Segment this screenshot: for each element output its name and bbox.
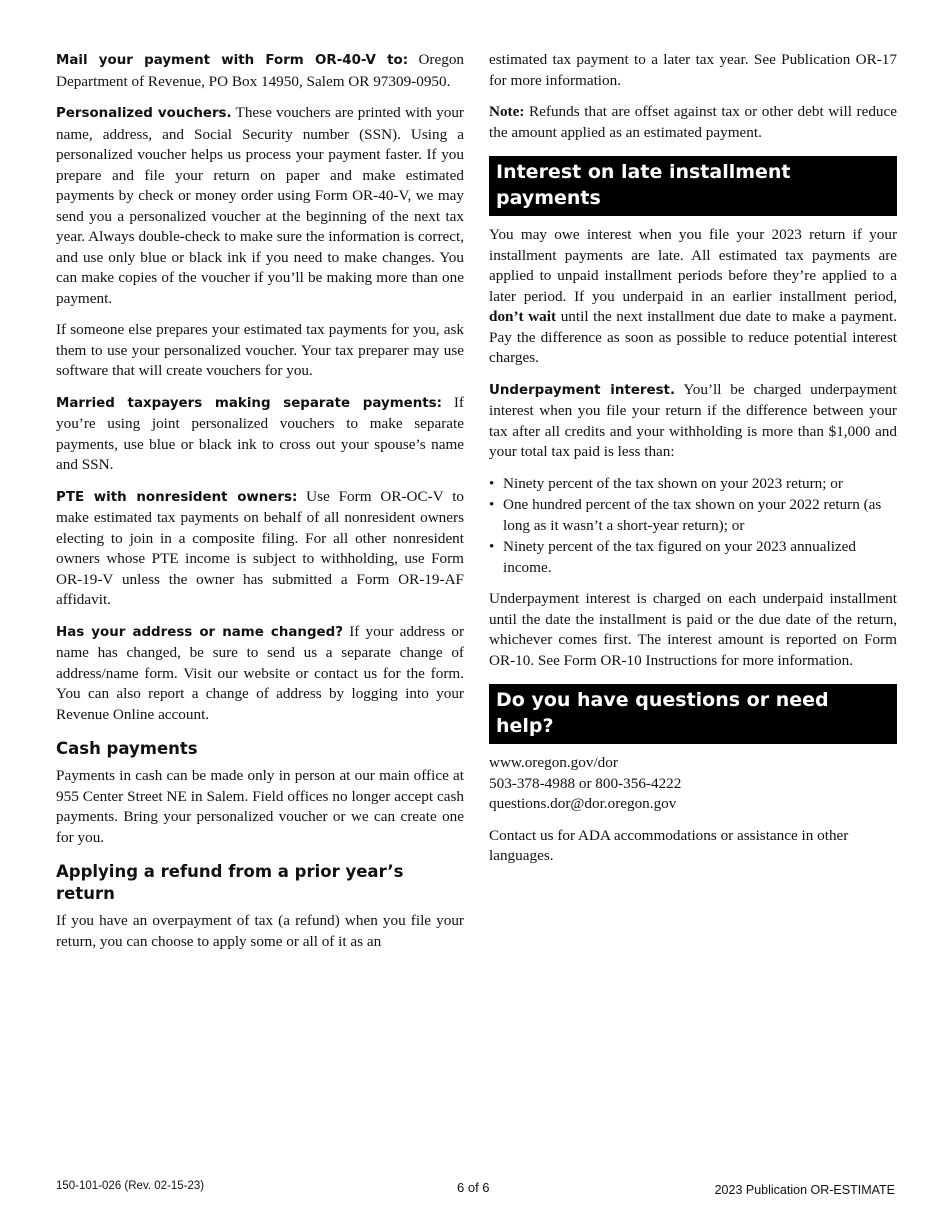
- cash-payments-heading: Cash payments: [56, 739, 198, 758]
- refund-continued-paragraph: estimated tax payment to a later tax year. See Publication OR-17 for more information.: [489, 51, 897, 89]
- ada-paragraph: Contact us for ADA accommodations or assistance in other languages.: [489, 826, 849, 864]
- note-heading: Note:: [489, 103, 525, 120]
- left-column: [56, 50, 464, 963]
- married-text: If you’re using joint personalized vouchers to make separate payments, use blue or black ink to cross out your spouse’s name and SSN.: [56, 393, 464, 473]
- address-text: If your address or name has changed, be sure to send us a separate change of address/name form. Visit our website or contact us for the form. You can also report a change of address by logging into your Revenue Online account.: [56, 622, 465, 723]
- underpayment-paragraph: [489, 380, 897, 463]
- page-number: 6 of 6: [457, 1180, 490, 1195]
- married-heading: Married taxpayers making separate payments:: [56, 395, 443, 411]
- list-item: • Ninety percent of the tax figured on your 2023 annualized income.: [489, 537, 897, 578]
- form-number: 150-101-026 (Rev. 02-15-23): [56, 1180, 205, 1192]
- underpayment-text: You’ll be charged underpayment interest when you file your return if the difference between your tax after all credits and your withholding is more than $1,000 and your total tax paid is less than:: [489, 380, 897, 460]
- mail-text: Oregon Department of Revenue, PO Box 14950, Salem OR 97309-0950.: [56, 51, 465, 90]
- pte-text: Use Form OR-OC-V to make estimated tax payments on behalf of all nonresident owners electing to join in a composite filing. For all other nonresident owners whose PTE income is subject to withholding, use Form OR-19-V unless the owner has submitted a Form OR-19-AF affidavit.: [56, 487, 465, 608]
- interest-text-2: until the next installment due date to make a payment. Pay the difference as soon as possible to reduce potential interest charges.: [489, 308, 897, 366]
- address-paragraph: [56, 622, 464, 726]
- website-link[interactable]: www.oregon.gov/dor: [489, 754, 618, 771]
- charged-paragraph: Underpayment interest is charged on each underpaid installment until the date the installment is paid or the due date of the return, whichever comes first. The interest amount is reported on Form OR-10. See Form OR-10 Instructions for more information.: [489, 590, 897, 669]
- interest-section-heading: Interest on late installment payments: [489, 156, 897, 216]
- interest-bold-text: don’t wait: [489, 308, 557, 325]
- cash-paragraph: Payments in cash can be made only in person at our main office at 955 Center Street NE in Salem. Field offices no longer accept cash payments. Bring your personalized voucher or we can create one for you.: [56, 767, 464, 846]
- married-paragraph: [56, 393, 464, 476]
- list-item: • One hundred percent of the tax shown on your 2022 return (as long as it wasn’t a short-year return); or: [489, 495, 897, 536]
- note-text: Refunds that are offset against tax or other debt will reduce the amount applied as an estimated payment.: [489, 103, 897, 141]
- interest-text-1: You may owe interest when you file your 2023 return if your installment payments are late. All estimated tax payments are applied to unpaid installment periods before they’re applied to a later period. If you underpaid in an earlier installment period,: [489, 226, 897, 305]
- list-item: • Ninety percent of the tax shown on your 2023 return; or: [489, 474, 897, 495]
- underpayment-list: [489, 474, 897, 579]
- mail-heading: Mail your payment with Form OR-40-V to:: [56, 53, 409, 68]
- right-column: [489, 50, 897, 867]
- publication-name: 2023 Publication OR-ESTIMATE: [714, 1183, 895, 1197]
- voucher-paragraph: [56, 103, 464, 309]
- note-paragraph: [489, 102, 897, 143]
- refund-heading: Applying a refund from a prior year’s return: [56, 862, 404, 903]
- voucher-text: These vouchers are printed with your name, address, and Social Security number (SSN). Using a personalized voucher helps us process your payment faster. If you prepare and file your return on paper and make estimated payments by check or money order using Form OR-40-V, we may send you a personalized voucher at the beginning of the next tax year. Always double-check to make sure the information is correct, and use only blue or black ink if you need to make changes. You can make copies of the voucher if you’ll be making more than one payment.: [56, 104, 464, 307]
- pte-paragraph: [56, 487, 464, 611]
- contact-block: [489, 753, 897, 815]
- voucher-heading: Personalized vouchers.: [56, 106, 232, 121]
- refund-paragraph: If you have an overpayment of tax (a refund) when you file your return, you can choose to apply some or all of it as an: [56, 912, 464, 950]
- interest-paragraph: [489, 225, 897, 369]
- email-link[interactable]: questions.dor@dor.oregon.gov: [489, 795, 677, 812]
- mail-paragraph: [56, 50, 464, 92]
- preparer-paragraph: If someone else prepares your estimated tax payments for you, ask them to use your personalized voucher. Your tax preparer may use software that will create vouchers for you.: [56, 321, 464, 379]
- help-section-heading: Do you have questions or need help?: [489, 684, 897, 744]
- address-heading: Has your address or name changed?: [56, 624, 343, 640]
- underpayment-heading: Underpayment interest.: [489, 382, 676, 398]
- phone-numbers: 503-378-4988 or 800-356-4222: [489, 774, 682, 792]
- pte-heading: PTE with nonresident owners:: [56, 489, 298, 505]
